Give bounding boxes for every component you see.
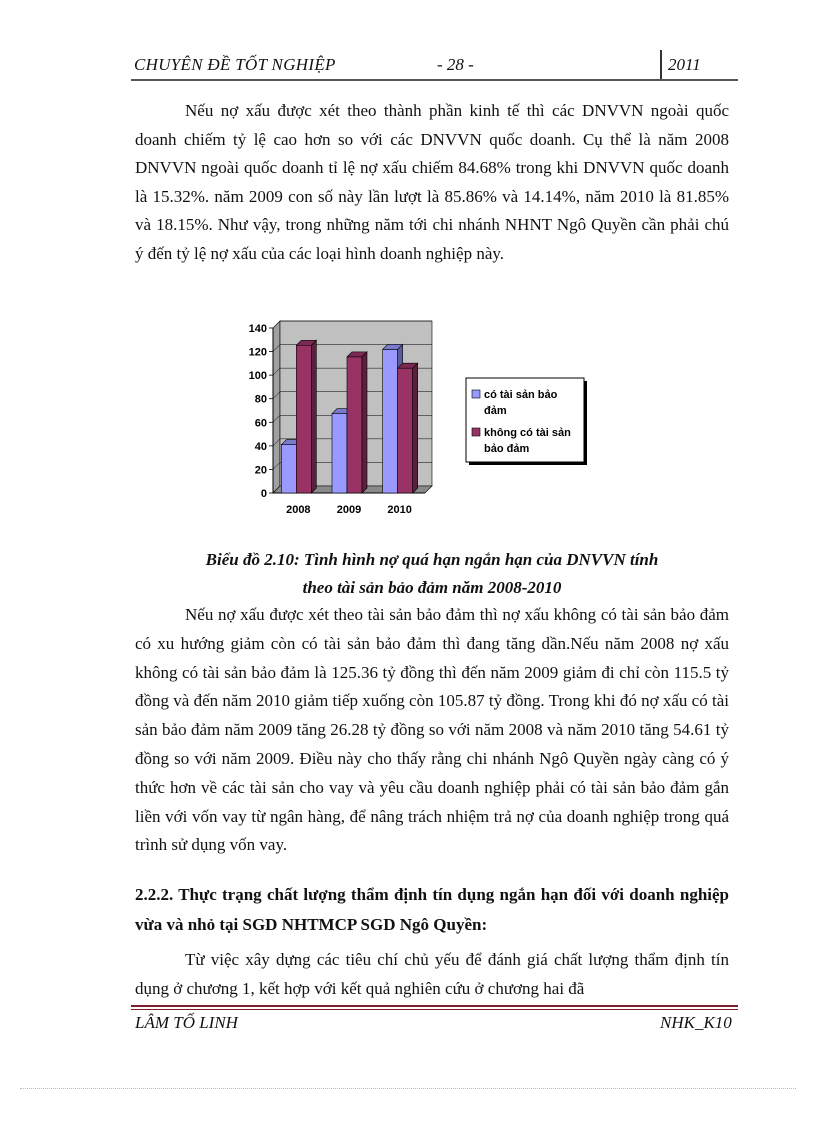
bar-chart: [230, 318, 590, 523]
footer-rule-thin: [131, 1009, 738, 1010]
footer-rule: [131, 1005, 738, 1007]
paragraph-2: Nếu nợ xấu được xét theo tài sản bảo đảm thì nợ xấu không có tài sản bảo đảm có xu hướng giảm còn có tài sản bảo đảm thì đang tăng dần.Nếu năm 2008 nợ xấu không có tài sản bảo đảm là 125.36 tỷ đồng thì đến năm 2009 giảm đi chỉ còn 115.5 tỷ đồng và đến năm 2010 giảm tiếp xuống còn 105.87 tỷ đồng. Trong khi đó nợ xấu có tài sản bảo đảm năm 2009 tăng 26.28 tỷ đồng so với năm 2008 và năm 2010 tăng 54.61 tỷ đồng so với năm 2009. Điều này cho thấy rằng chi nhánh Ngô Quyền ngày càng có ý thức hơn về các tài sản cho vay và yêu cầu doanh nghiệp phải có tài sản bảo đảm gắn liền với vốn vay từ ngân hàng, để nâng trách nhiệm trả nợ của doanh nghiệp trong quá trình sử dụng vốn vay.: [135, 605, 729, 855]
chart-y-tick-label: 120: [248, 346, 267, 359]
chart-y-tick-label: 140: [248, 323, 267, 335]
chart-x-label-2008: 2008: [286, 504, 311, 516]
chart-x-label-2009: 2009: [336, 504, 362, 516]
chart-y-tick-label: 0: [260, 488, 267, 500]
chart-caption-line2: theo tài sản bảo đảm năm 2008-2010: [302, 578, 562, 597]
bar-có-tài-sản-bảo-đảm-2008: [281, 445, 296, 493]
legend-swatch-1: [472, 428, 480, 436]
legend-label-0-0: có tài sản bảo: [484, 389, 558, 401]
chart-y-tick-label: 60: [254, 417, 267, 430]
document-title: CHUYÊN ĐỀ TỐT NGHIỆP: [134, 55, 336, 74]
legend-label-0-1: đảm: [484, 405, 507, 417]
chart-y-tick-label: 20: [254, 464, 267, 477]
footer-class-code: NHK_K10: [660, 1013, 732, 1032]
paragraph-1: Nếu nợ xấu được xét theo thành phần kinh tế thì các DNVVN ngoài quốc doanh chiếm tỷ lệ cao hơn so với các DNVVN quốc doanh. Cụ thể là năm 2008 DNVVN ngoài quốc doanh tỉ lệ nợ xấu chiếm 84.68% trong khi DNVVN quốc doanh là 15.32%. năm 2009 con số này lần lượt là 85.86% và 14.14%, năm 2010 là 81.85% và 18.15%. Như vậy, trong những năm tới chi nhánh NHNT Ngô Quyền cần phải chú ý đến tỷ lệ nợ xấu của các loại hình doanh nghiệp này.: [135, 101, 729, 263]
header-rule: [131, 79, 738, 81]
bar-không-có-tài-sản-bảo-đảm-2010: [398, 368, 413, 493]
paragraph-3: Từ việc xây dựng các tiêu chí chủ yếu để đánh giá chất lượng thẩm định tín dụng ở chương 1, kết hợp với kết quả nghiên cứu ở chương hai đã: [135, 950, 729, 998]
chart-y-tick-label: 80: [254, 393, 267, 406]
footer-author: LÂM TỐ LINH: [135, 1013, 238, 1032]
page-header: [131, 50, 738, 82]
section-heading: 2.2.2. Thực trạng chất lượng thẩm định tín dụng ngắn hạn đối với doanh nghiệp vừa và nhỏ tại SGD NHTMCP SGD Ngô Quyền:: [135, 885, 729, 934]
bar-side-2009-1: [362, 352, 367, 493]
bar-không-có-tài-sản-bảo-đảm-2008: [296, 345, 311, 493]
legend-swatch-0: [472, 390, 480, 398]
bar-không-có-tài-sản-bảo-đảm-2009: [347, 357, 362, 493]
bar-side-2010-1: [413, 363, 418, 493]
chart-side-wall: [273, 321, 280, 493]
bar-có-tài-sản-bảo-đảm-2009: [332, 414, 347, 493]
chart-y-tick-label: 100: [248, 370, 267, 383]
legend-label-1-0: không có tài sản: [484, 427, 571, 439]
bar-có-tài-sản-bảo-đảm-2010: [383, 349, 398, 493]
page-number: - 28 -: [437, 55, 474, 74]
page-bottom-border: [20, 1088, 796, 1089]
header-year: 2011: [668, 55, 701, 74]
bar-side-2008-1: [311, 340, 316, 493]
chart-caption-line1: Biểu đồ 2.10: Tình hình nợ quá hạn ngắn hạn của DNVVN tính: [205, 550, 659, 569]
chart-x-label-2010: 2010: [387, 504, 412, 516]
legend-label-1-1: bảo đảm: [484, 443, 530, 455]
header-separator: [660, 50, 662, 80]
chart-y-tick-label: 40: [254, 440, 267, 453]
